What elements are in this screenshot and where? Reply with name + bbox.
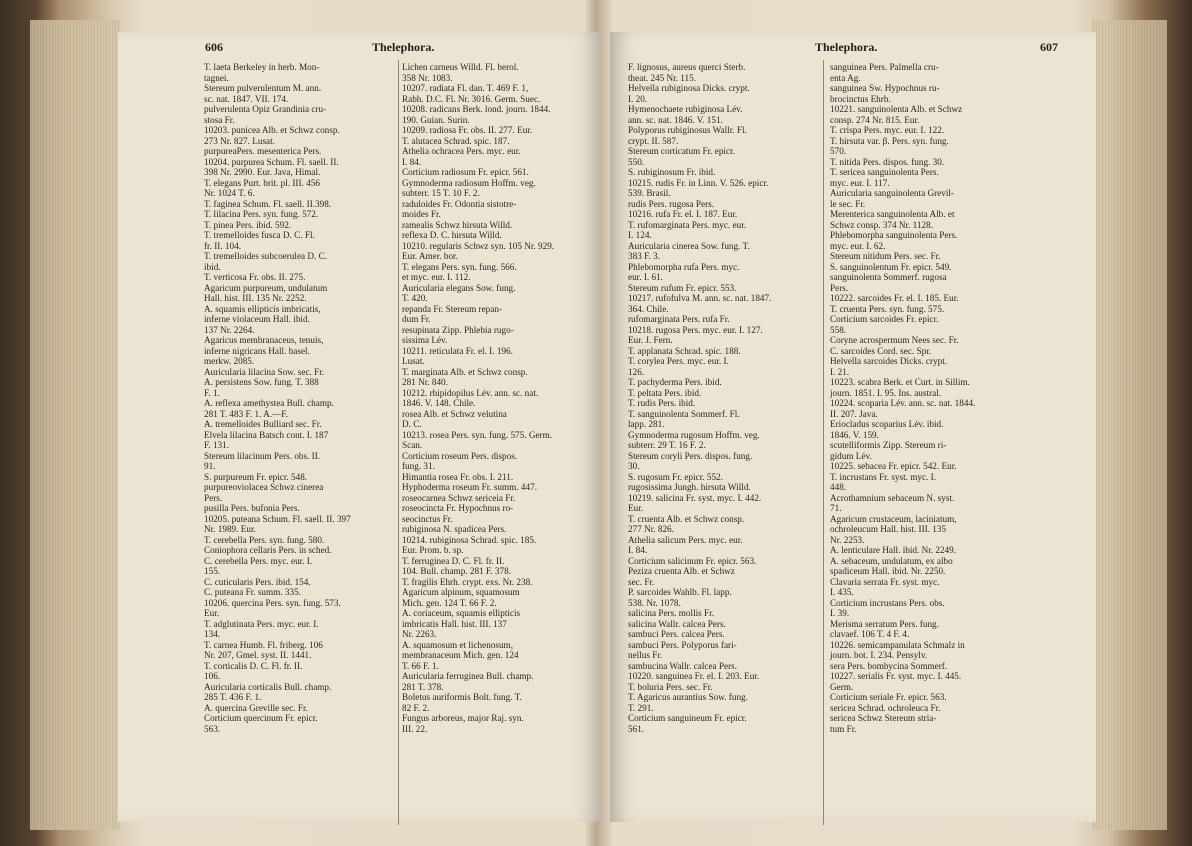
text-line: Hall. hist. III. 135 Nr. 2252. — [204, 293, 307, 303]
text-line: 10217. rufofulva M. ann. sc. nat. 1847. — [628, 293, 772, 303]
text-line: stosa Fr. — [204, 114, 235, 125]
text-line: purpureoviolacea Schwz cinerea — [204, 482, 324, 492]
text-line: S. purpureum Fr. epicr. 548. — [204, 471, 308, 482]
text-line: ramealis Schwz hirsuta Willd. — [402, 219, 513, 230]
text-line: Auricularia elegans Sow. fung. — [402, 282, 516, 293]
text-line: sambucina Wallr. calcea Pers. — [628, 660, 738, 671]
text-line: 277 Nr. 826. — [628, 524, 674, 534]
text-line: rudis Pers. rugosa Pers. — [628, 198, 714, 209]
text-line: T. verticosa Fr. obs. II. 275. — [204, 272, 306, 282]
text-line: Coryne acrospermum Nees sec. Fr. — [830, 335, 959, 345]
text-line: Rabh. D.C. Fl. Nr. 3016. Germ. Suec. — [402, 93, 541, 104]
text-line: Eur. — [204, 608, 220, 618]
text-line: salicina Pers. mollis Fr. — [628, 608, 715, 618]
text-line: 448. — [830, 482, 847, 492]
text-line: myc. eur. I. 117. — [830, 177, 890, 188]
text-line: tum Fr. — [830, 723, 857, 734]
text-line: sericea Schwz Stereum stria- — [830, 713, 937, 723]
text-line: eur. I. 61. — [628, 272, 663, 282]
text-line: Boletus auriformis Bolt. fung. T. — [402, 692, 522, 702]
text-line: 539. Brasil. — [628, 188, 671, 198]
text-line: 10210. regularis Schwz syn. 105 Nr. 929. — [402, 240, 555, 251]
text-line: 104. Bull. champ. 281 F. 378. — [402, 566, 512, 576]
text-line: T. boluria Pers. sec. Fr. — [628, 681, 713, 692]
text-line: sanguinolenta Sommerf. rugosa — [830, 272, 947, 282]
text-line: 398 Nr. 2990. Eur. Java, Himal. — [204, 167, 321, 177]
text-line: 561. — [628, 723, 645, 734]
text-line: rugosissima Jungh. hirsuta Willd. — [628, 482, 751, 492]
text-line: Agaricum alpinum, squamosum — [402, 587, 520, 597]
text-line: A. squamis ellipticis imbricatis, — [204, 303, 321, 314]
text-line: T. elegans Pers. syn. fung. 566. — [402, 261, 517, 272]
text-line: Corticium radiosum Fr. epicr. 561. — [402, 167, 529, 177]
text-line: 281 T. 378. — [402, 681, 444, 692]
text-line: roseocincta Fr. Hypochnus ro- — [402, 503, 514, 513]
text-line: nellus Fr. — [628, 650, 663, 660]
text-line: 383 F. 3. — [628, 251, 660, 261]
text-line: Elvela lilacina Batsch cont. I. 187 — [204, 429, 329, 440]
text-line: 10209. radiosa Fr. obs. II. 277. Eur. — [402, 125, 533, 135]
text-line: T. 291. — [628, 702, 654, 713]
text-line: 10224. scoparia Lév. ann. sc. nat. 1844. — [830, 398, 976, 408]
text-line: 30. — [628, 461, 640, 471]
right-page-column-1 — [628, 62, 771, 734]
text-line: Mich. gen. 124 T. 66 F. 2. — [402, 597, 497, 608]
text-line: spadiceum Hall. ibid. Nr. 2250. — [830, 566, 946, 576]
text-line: T. cerebella Pers. syn. fung. 580. — [204, 534, 325, 545]
text-line: Stereum lilacinum Pers. obs. II. — [204, 450, 321, 461]
text-line: Eur. — [628, 503, 644, 513]
text-line: Corticium sarcoides Fr. epicr. — [830, 314, 939, 324]
text-line: T. alutacea Schrad. spic. 187. — [402, 135, 510, 146]
text-line: 285 T. 436 F. 1. — [204, 692, 262, 702]
text-line: et myc. eur. I. 112. — [402, 272, 471, 282]
text-line: I. 435. — [830, 587, 854, 597]
left-page-column-1 — [204, 62, 351, 734]
text-line: 106. — [204, 671, 221, 681]
text-line: sambuci Pers. calcea Pers. — [628, 629, 725, 639]
text-line: sc. nat. 1847. VII. 174. — [204, 93, 289, 104]
text-line: 570. — [830, 146, 847, 156]
text-line: 10213. rosea Pers. syn. fung. 575. Germ. — [402, 429, 553, 440]
text-line: T. tremelloides fusca D. C. Fl. — [204, 230, 315, 240]
text-line: Acrothamnium sebaceum N. syst. — [830, 492, 955, 503]
text-line: F. lignosus, aureus querci Sterb. — [628, 62, 746, 72]
text-line: Eur. Amer. bor. — [402, 251, 458, 261]
text-line: Gymnoderma rugosum Hoffm. veg. — [628, 429, 760, 440]
text-line: Corticium salicinum Fr. epicr. 563. — [628, 555, 757, 566]
text-line: Clavaria serrata Fr. syst. myc. — [830, 576, 940, 587]
text-line: Pers. — [204, 492, 223, 503]
text-line: Eriocladus scoparius Lév. ibid. — [830, 419, 944, 429]
text-line: 10222. sarcoides Fr. el. I. 185. Eur. — [830, 293, 959, 303]
text-line: Eur. Prom. b. sp. — [402, 545, 464, 555]
text-line: 10216. rufa Fr. el. I. 187. Eur. — [628, 209, 738, 219]
text-line: Schwz consp. 374 Nr. 1128. — [830, 219, 934, 230]
text-line: T. carnea Humb. Fl. friberg. 106 — [204, 639, 323, 650]
text-line: subterr. 15 T. 10 F. 2. — [402, 188, 480, 198]
text-line: Auricularia ferruginea Bull. champ. — [402, 671, 534, 681]
text-line: T. sericea sanguinolenta Pers. — [830, 167, 939, 177]
text-line: Germ. — [830, 681, 854, 692]
text-line: A. quercina Greville sec. Fr. — [204, 702, 308, 713]
text-line: salicina Wallr. calcea Pers. — [628, 618, 726, 629]
text-line: membranaceum Mich. gen. 124 — [402, 650, 519, 660]
text-line: Stereum nitidum Pers. sec. Fr. — [830, 251, 941, 261]
text-line: Stereum pulverulentum M. ann. — [204, 83, 322, 93]
text-line: A. lenticulare Hall. ibid. Nr. 2249. — [830, 545, 957, 555]
text-line: A. reflexa amethystea Bull. champ. — [204, 398, 334, 408]
text-line: ibid. — [204, 261, 221, 272]
text-line: purpureaPers. mesenterica Pers. — [204, 146, 322, 156]
text-line: Merenterica sanguinolenta Alb. et — [830, 209, 955, 219]
text-line: C. puteana Fr. summ. 335. — [204, 587, 301, 597]
text-line: T. 66 F. 1. — [402, 660, 439, 671]
text-line: journ. bot. I. 234. Pensylv. — [830, 650, 928, 660]
left-running-head: Thelephora. — [372, 40, 435, 54]
text-line: S. rugosum Fr. epicr. 552. — [628, 471, 723, 482]
left-page-number: 606 — [205, 40, 223, 54]
text-line: Stereum rufum Fr. epicr. 553. — [628, 282, 737, 293]
text-line: Auricularia lilacina Sow. sec. Fr. — [204, 366, 325, 377]
text-line: consp. 274 Nr. 815. Eur. — [830, 114, 920, 125]
text-line: Agaricus membranaceus, tenuis, — [204, 335, 324, 345]
text-line: Hyphoderma roseum Fr. summ. 447. — [402, 482, 537, 492]
text-line: A. coriaceum, squamis ellipticis — [402, 608, 521, 618]
text-line: Corticium roseum Pers. dispos. — [402, 450, 518, 461]
text-line: Agaricum purpureum, undulatum — [204, 282, 328, 293]
text-line: Hymenochaete rubiginosa Lév. — [628, 104, 743, 114]
text-line: reflexa D. C. hirsuta Willd. — [402, 230, 502, 240]
text-line: seocinctus Fr. — [402, 513, 453, 524]
text-line: T. rudis Pers. ibid. — [628, 398, 696, 408]
text-line: T. applanata Schrad. spic. 188. — [628, 345, 741, 356]
text-line: 10218. rugosa Pers. myc. eur. I. 127. — [628, 324, 763, 335]
text-line: 71. — [830, 503, 842, 513]
text-line: sanguinea Sw. Hypochnus ru- — [830, 83, 940, 93]
text-line: crypt. II. 587. — [628, 135, 679, 146]
text-line: 10227. serialis Fr. syst. myc. I. 445. — [830, 671, 962, 681]
text-line: F. 1. — [204, 387, 220, 398]
text-line: A. squamosum et lichenosum, — [402, 639, 514, 650]
text-line: fung. 31. — [402, 461, 435, 471]
text-line: 91. — [204, 461, 216, 471]
text-line: T. pachyderma Pers. ibid. — [628, 377, 722, 387]
text-line: sericea Schrad. ochroleuca Fr. — [830, 702, 941, 713]
text-line: T. corticalis D. C. Fl. fr. II. — [204, 660, 303, 671]
text-line: Helvella sarcoides Dicks. crypt. — [830, 356, 948, 366]
text-line: inferne nigricans Hall. basel. — [204, 345, 310, 356]
text-line: 10226. semicampanulata Schmalz in — [830, 639, 965, 650]
text-line: C. sarcoides Cord. sec. Spr. — [830, 345, 932, 356]
text-line: Peziza cruenta Alb. et Schwz — [628, 566, 735, 576]
text-line: Phlebomorpha sanguinolenta Pers. — [830, 230, 958, 240]
text-line: 538. Nr. 1078. — [628, 597, 681, 608]
text-line: Stereum corticatum Fr. epicr. — [628, 146, 735, 156]
text-line: 558. — [830, 324, 847, 335]
text-line: T. 420. — [402, 293, 428, 303]
text-line: T. cruenta Alb. et Schwz consp. — [628, 513, 745, 524]
right-column-divider — [823, 60, 824, 825]
text-line: III. 22. — [402, 723, 428, 734]
right-running-head: Thelephora. — [815, 40, 878, 54]
text-line: lapp. 281. — [628, 419, 665, 429]
text-line: roseocarnea Schwz sericeia Fr. — [402, 492, 516, 503]
page-edges-right — [1092, 20, 1167, 830]
text-line: C. cerebella Pers. myc. eur. I. — [204, 555, 313, 566]
text-line: Coniophora cellaris Pers. in sched. — [204, 545, 332, 555]
text-line: T. Agaricus aurantius Sow. fung. — [628, 692, 748, 702]
text-line: T. fragilis Ehrh. crypt. exs. Nr. 238. — [402, 576, 533, 587]
text-line: Nr. 2263. — [402, 629, 437, 639]
text-line: 10223. scabra Berk. et Curt. in Sillim. — [830, 377, 970, 387]
text-line: 10211. reticulata Fr. el. I. 196. — [402, 345, 513, 356]
text-line: Corticium quercinum Fr. epicr. — [204, 713, 318, 723]
text-line: inferne violaceum Hall. ibid. — [204, 314, 310, 324]
text-line: Pers. — [830, 282, 849, 293]
text-line: imbricatis Hall. hist. III. 137 — [402, 618, 507, 629]
text-line: rubiginosa N. spadicea Pers. — [402, 524, 507, 534]
text-line: T. ferruginea D. C. Fl. fr. II. — [402, 555, 505, 566]
text-line: A. persistens Sow. fung. T. 388 — [204, 377, 319, 387]
text-line: T. rufomarginata Pers. myc. eur. — [628, 219, 747, 230]
text-line: Nr. 207, Gmel. syst. II. 1441. — [204, 650, 312, 660]
text-line: I. 20. — [628, 93, 648, 104]
text-line: P. sarcoides Wahlb. Fl. lapp. — [628, 587, 732, 597]
text-line: I. 84. — [628, 545, 648, 555]
text-line: ochroleucum Hall. hist. III. 135 — [830, 524, 947, 534]
text-line: 10204. purpurea Schum. Fl. saell. II. — [204, 156, 339, 167]
text-line: T. marginata Alb. et Schwz consp. — [402, 366, 528, 377]
text-line: 10208. radicans Berk. lond. journ. 1844. — [402, 104, 551, 114]
text-line: 82 F. 2. — [402, 702, 430, 713]
text-line: 10207. radiata Fl. dan. T. 469 F. 1, — [402, 83, 529, 93]
text-line: T. nitida Pers. dispos. fung. 30. — [830, 156, 945, 167]
text-line: Athelia salicum Pers. myc. eur. — [628, 534, 743, 545]
text-line: Eur. J. Fern. — [628, 335, 673, 345]
text-line: T. incrustans Fr. syst. myc. I. — [830, 471, 936, 482]
text-line: raduloides Fr. Odontia sistotre- — [402, 198, 517, 209]
text-line: repanda Fr. Stereum repan- — [402, 303, 503, 314]
text-line: pusilla Pers. bufonia Pers. — [204, 503, 300, 513]
text-line: I. 39. — [830, 608, 850, 618]
text-line: brocinctus Ehrb. — [830, 93, 891, 104]
text-line: T. lilacina Pers. syn. fung. 572. — [204, 209, 319, 219]
text-line: A. sebaceum, undulatum, ex albo — [830, 555, 953, 566]
text-line: Athelia ochracea Pers. myc. eur. — [402, 146, 521, 156]
text-line: sambuci Pers. Polyporus fari- — [628, 639, 737, 650]
text-line: Corticium sanguineum Fr. epicr. — [628, 713, 747, 723]
text-line: myc. eur. I. 62. — [830, 240, 886, 251]
text-line: 10205. puteana Schum. Fl. saell. II. 397 — [204, 513, 351, 524]
text-line: 126. — [628, 366, 645, 377]
page-edges-left — [30, 20, 120, 830]
text-line: A. tremelloides Bulliard sec. Fr. — [204, 419, 322, 429]
text-line: Auricularia corticalis Bull. champ. — [204, 681, 332, 692]
text-line: Phlebomorpha rufa Pers. myc. — [628, 261, 740, 272]
text-line: T. peltata Pers. ibid. — [628, 387, 702, 398]
text-line: clavaef. 106 T. 4 F. 4. — [830, 629, 910, 639]
text-line: S. sanguinolentum Fr. epicr. 549. — [830, 261, 952, 272]
left-page-column-2 — [402, 62, 554, 734]
text-line: Corticium seriale Fr. epicr. 563. — [830, 692, 947, 702]
text-line: gidum Lév. — [830, 450, 872, 461]
text-line: moides Fr. — [402, 209, 441, 219]
text-line: Nr. 1989. Eur. — [204, 524, 256, 534]
text-line: T. cruenta Pers. syn. fung. 575. — [830, 303, 945, 314]
text-line: Nr. 2253. — [830, 534, 865, 545]
text-line: Scan. — [402, 440, 423, 450]
text-line: Agaricum crustaceum, laciniatum, — [830, 513, 957, 524]
text-line: 273 Nr. 827. Lusat. — [204, 135, 275, 146]
text-line: Auricularia sanguinolenta Grevil- — [830, 188, 954, 198]
text-line: 1846. V. 148. Chile. — [402, 398, 476, 408]
text-line: T. laeta Berkeley in herb. Mon- — [204, 62, 320, 72]
text-line: C. cuticularis Pers. ibid. 154. — [204, 576, 311, 587]
text-line: 155. — [204, 566, 221, 576]
text-line: 364. Chile. — [628, 303, 669, 314]
text-line: 1846. V. 159. — [830, 429, 879, 440]
text-line: 281 Nr. 840. — [402, 377, 448, 387]
text-line: I. 21. — [830, 366, 850, 377]
text-line: le sec. Fr. — [830, 198, 866, 209]
text-line: ann. sc. nat. 1846. V. 151. — [628, 114, 723, 125]
text-line: Helvella rubiginosa Dicks. crypt. — [628, 83, 750, 93]
right-page-column-2 — [830, 62, 975, 734]
text-line: T. sanguinolenta Sommerf. Fl. — [628, 408, 740, 419]
text-line: theat. 245 Nr. 115. — [628, 72, 697, 83]
text-line: 281 T. 483 F. 1. A.—F. — [204, 408, 288, 419]
text-line: I. 84. — [402, 156, 422, 167]
text-line: sanguinea Pers. Palmella cru- — [830, 62, 939, 72]
text-line: 10219. salicina Fr. syst. myc. I. 442. — [628, 492, 762, 503]
text-line: T. faginea Schum. Fl. saell. II.398. — [204, 198, 332, 209]
text-line: 10225. sebacea Fr. epicr. 542. Eur. — [830, 461, 957, 471]
text-line: enta Ag. — [830, 72, 861, 83]
text-line: 358 Nr. 1083. — [402, 72, 453, 83]
text-line: Himantia rosea Fr. obs. I. 211. — [402, 471, 514, 482]
text-line: 10214. rubiginosa Schrad. spic. 185. — [402, 534, 537, 545]
text-line: sera Pers. bombycina Sommerf. — [830, 660, 948, 671]
text-line: Fungus arboreus, major Raj. syn. — [402, 713, 524, 723]
text-line: T. elegans Purt. brit. pl. III. 456 — [204, 177, 320, 188]
text-line: Stereum coryli Pers. dispos. fung. — [628, 450, 753, 461]
left-column-divider — [398, 60, 399, 825]
text-line: 10220. sanguinea Fr. el. I. 203. Eur. — [628, 671, 760, 681]
text-line: 10221. sanguinolenta Alb. et Schwz — [830, 104, 963, 114]
text-line: Merisma serratum Pers. fung. — [830, 618, 939, 629]
text-line: T. corylea Pers. myc. eur. I. — [628, 356, 729, 366]
text-line: fr. II. 104. — [204, 240, 241, 251]
text-line: sissima Lév. — [402, 335, 448, 345]
text-line: II. 207. Java. — [830, 408, 878, 419]
text-line: T. pinea Pers. ibid. 592. — [204, 219, 292, 230]
text-line: tagnei. — [204, 72, 229, 83]
text-line: 10203. punicea Alb. et Schwz consp. — [204, 125, 340, 135]
text-line: dum Fr. — [402, 314, 431, 324]
text-line: journ. 1851. I. 95. Ins. austral. — [830, 387, 941, 398]
text-line: T. adglutinata Pers. myc. eur. I. — [204, 618, 319, 629]
text-line: merkw. 2085. — [204, 356, 255, 366]
text-line: Polyporus rubiginosus Wallr. Fl. — [628, 125, 747, 135]
text-line: T. tremelloides subcoerulea D. C. — [204, 251, 328, 261]
text-line: F. 131. — [204, 440, 230, 450]
text-line: 10206. quercina Pers. syn. fung. 573. — [204, 597, 341, 608]
text-line: resupinata Zipp. Phlebia rugo- — [402, 324, 514, 335]
text-line: Auricularia cinerea Sow. fung. T. — [628, 240, 750, 251]
text-line: rufomarginata Pers. rufa Fr. — [628, 314, 730, 324]
text-line: pulverulenta Opiz Grandinia cru- — [204, 104, 327, 114]
text-line: scutelliformis Zipp. Stereum ri- — [830, 440, 947, 450]
text-line: Corticium incrustans Pers. obs. — [830, 597, 945, 608]
text-line: Lusat. — [402, 356, 425, 366]
text-line: Lichen carneus Willd. Fl. berol. — [402, 62, 519, 72]
right-page-number: 607 — [1040, 40, 1058, 54]
text-line: D. C. — [402, 419, 422, 429]
text-line: T. hirsuta var. β. Pers. syn. fung. — [830, 135, 949, 146]
text-line: rosea Alb. et Schwz velutina — [402, 408, 507, 419]
text-line: 563. — [204, 723, 221, 734]
text-line: 10212. rhipidopilus Lév. ann. sc. nat. — [402, 387, 539, 398]
text-line: 550. — [628, 156, 645, 167]
text-line: T. crispa Pers. myc. eur. I. 122. — [830, 125, 945, 135]
text-line: 137 Nr. 2264. — [204, 324, 255, 335]
text-line: 10215. rudis Fr. in Linn. V. 526. epicr. — [628, 177, 769, 188]
text-line: sec. Fr. — [628, 576, 655, 587]
text-line: Nr. 1024 T. 6. — [204, 188, 255, 198]
text-line: Gymnoderma radiosum Hoffm. veg. — [402, 177, 536, 188]
text-line: S. rubiginosum Fr. ibid. — [628, 167, 716, 177]
text-line: 134. — [204, 629, 221, 639]
text-line: 190. Guian. Surin. — [402, 114, 470, 125]
text-line: subterr. 29 T. 16 F. 2. — [628, 440, 706, 450]
text-line: I. 124. — [628, 230, 652, 240]
